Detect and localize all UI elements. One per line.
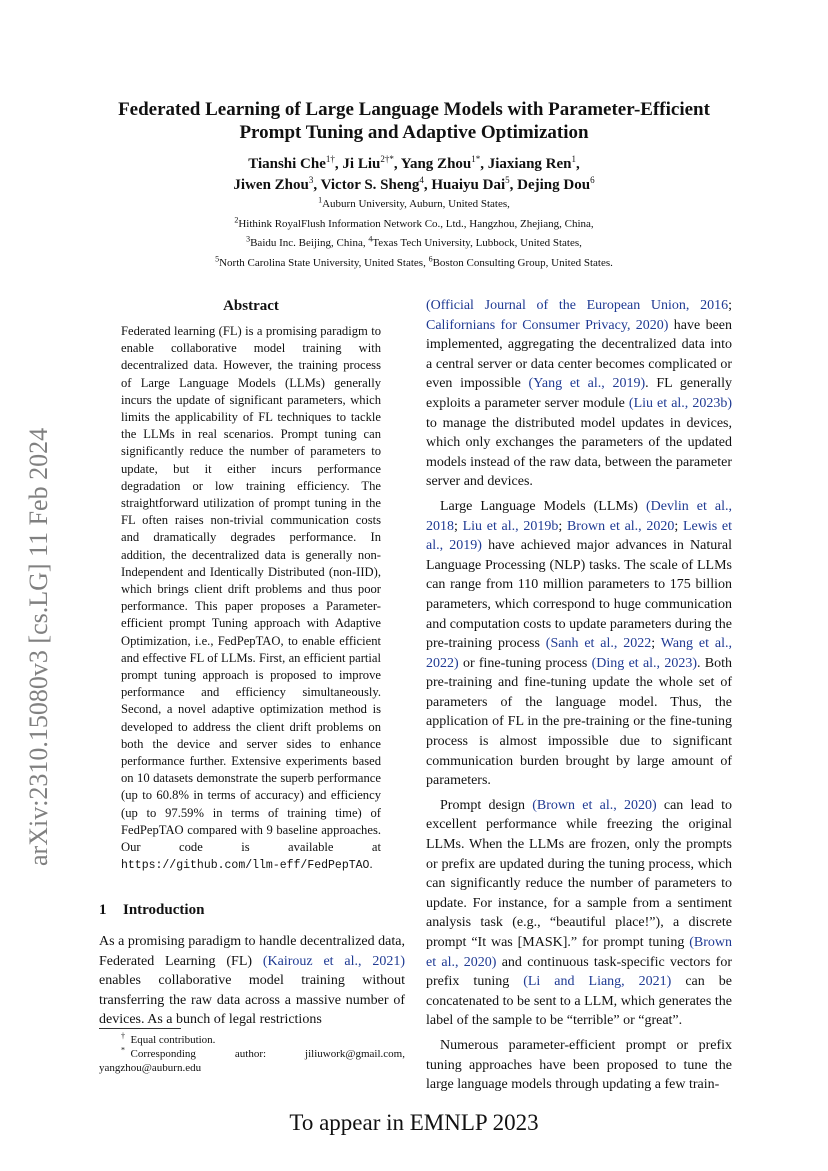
- citation-link[interactable]: Liu et al., 2019b: [462, 518, 559, 534]
- title-line-2: Prompt Tuning and Adaptive Optimization: [239, 122, 589, 143]
- affiliation-text: Baidu Inc. Beijing, China,: [250, 237, 369, 249]
- affiliation-mark: 1: [318, 195, 323, 205]
- author-name: Huaiyu Dai: [431, 177, 506, 193]
- section-title: Introduction: [123, 902, 205, 918]
- author-name: Tianshi Che: [248, 156, 326, 172]
- author-mark: 6: [590, 175, 595, 185]
- author-name: Victor S. Sheng: [320, 177, 420, 193]
- right-column: [426, 296, 732, 1100]
- author-mark: 3: [308, 175, 314, 185]
- footnote-text: author:: [234, 1048, 267, 1060]
- paragraph: [426, 296, 732, 492]
- affiliation-text: North Carolina State University, United States,: [219, 256, 429, 269]
- citation-link[interactable]: (Sanh et al., 2022: [545, 636, 652, 652]
- abstract-body: [121, 323, 381, 875]
- citation-link[interactable]: (Kairouz et al., 2021): [262, 953, 406, 969]
- affiliation-line: [70, 254, 758, 274]
- body-text: . FL generally exploits a parameter server module: [426, 376, 732, 411]
- body-text: ;: [454, 518, 463, 534]
- affiliation-text: Auburn University, Auburn, United States,: [322, 198, 510, 210]
- author-mark: 4: [419, 175, 424, 185]
- author-name: Jiwen Zhou: [233, 177, 309, 193]
- section-number: 1: [99, 902, 107, 918]
- venue-footer: To appear in EMNLP 2023: [289, 1110, 539, 1135]
- body-text: Prompt design: [440, 797, 533, 813]
- affiliation-mark: 2: [234, 214, 239, 224]
- body-text: to manage the distributed model updates in devices, which only exchanges the parameters of the updated models instead of the raw data, between the parameter server and devices.: [426, 415, 732, 490]
- author-mark: 2†*: [380, 154, 394, 164]
- author-name: Jiaxiang Ren: [487, 156, 572, 172]
- citation-link[interactable]: (Devlin et al., 2018: [426, 498, 732, 534]
- footnote-mark: †: [121, 1031, 125, 1041]
- footnote-equal-contribution: [99, 1033, 405, 1047]
- body-text: have been implemented, aggregating the decentralized data into a central server or data center becomes complicated or even impossible: [426, 317, 733, 392]
- abstract-end: .: [369, 857, 373, 872]
- affiliation-line: [70, 234, 758, 254]
- body-text: . Both pre-training and fine-tuning update the whole set of parameters of the language model. Thus, the application of FL in the pre-training or the fine-tuning process is almost impossible due to significant communication burden brought by large amount of parameters.: [426, 655, 733, 789]
- footnote-corresponding: [99, 1047, 405, 1061]
- citation-link[interactable]: Wang et al., 2022): [426, 636, 732, 671]
- paragraph: [426, 796, 732, 1031]
- affiliation-line: [70, 195, 758, 215]
- citation-link[interactable]: Californians for Consumer Privacy, 2020): [426, 317, 669, 333]
- section-heading-introduction: [99, 900, 405, 920]
- body-text: ;: [674, 518, 683, 534]
- author-mark: 1: [571, 154, 577, 164]
- email-link[interactable]: yangzhou@auburn.edu: [99, 1062, 202, 1074]
- affiliation-line: [70, 215, 758, 235]
- author-name: Dejing Dou: [517, 177, 591, 193]
- footnote-divider: [99, 1028, 181, 1029]
- code-link[interactable]: https://github.com/llm-eff/FedPepTAO: [121, 859, 370, 873]
- affiliation-text: Texas Tech University, Lubbock, United States,: [372, 237, 582, 249]
- affiliation-mark: 4: [368, 234, 373, 244]
- body-text: Large Language Models (LLMs): [440, 498, 646, 514]
- author-mark: 1†: [325, 154, 335, 164]
- affiliation-mark: 5: [215, 253, 220, 263]
- footnote-mark: *: [121, 1045, 125, 1055]
- intro-paragraph: [99, 932, 405, 1030]
- footnote-text: Equal contribution.: [130, 1034, 216, 1046]
- affiliation-text: Hithink RoyalFlush Information Network Co., Ltd., Hangzhou, Zhejiang, China,: [238, 217, 594, 230]
- citation-link[interactable]: Brown et al., 2020: [566, 518, 675, 534]
- body-text: or fine-tuning process: [458, 655, 592, 671]
- body-text: ;: [651, 636, 661, 652]
- affiliation-mark: 3: [246, 234, 251, 244]
- paragraph: [426, 497, 732, 791]
- citation-link[interactable]: (Ding et al., 2023): [591, 655, 697, 671]
- paragraph: [426, 1036, 732, 1095]
- body-text: Numerous parameter-efficient prompt or prefix tuning approaches have been proposed to tune the large language models through updating a few train-: [426, 1037, 732, 1093]
- abstract-heading: Abstract: [223, 298, 279, 314]
- footnotes: [99, 1033, 405, 1075]
- body-text: can lead to excellent performance while freezing the original LLMs. When the LLMs are frozen, only the prompts or prefix are updated during the tuning process, which can significantly reduce the number of parameters to update. For instance, for a sample from a sentiment analysis task (e.g., “beautiful place!”), a discrete prompt “It was [MASK].” for prompt tuning: [426, 797, 732, 950]
- author-mark: 1*: [471, 154, 481, 164]
- citation-link[interactable]: (Brown et al., 2020): [426, 935, 732, 970]
- author-name: Ji Liu: [342, 156, 381, 172]
- email-link[interactable]: jiliuwork@gmail.com,: [305, 1048, 405, 1060]
- author-line-1: Tianshi Che$^{1\dagger}$, Ji Liu$^{2\dagger*}$, Yang Zhou$^{1*}$, Jiaxiang Ren$^1$,: [248, 154, 580, 172]
- body-text: ;: [558, 518, 567, 534]
- author-mark: 5: [505, 175, 510, 185]
- author-list: [70, 154, 758, 196]
- author-line-2: Jiwen Zhou$^3$, Victor S. Sheng$^4$, Huaiyu Dai$^5$, Dejing Dou$^6$: [233, 175, 595, 193]
- abstract-text: Federated learning (FL) is a promising paradigm to enable collaborative model training with decentralized data. However, the training process of Large Language Models (LLMs) generally incurs the update of significant parameters, which limits the applicability of FL techniques to tackle the LLMs in real scenarios. Prompt tuning can significantly reduce the number of parameters to update, but it either incurs performance degradation or low training efficiency. The straightforward utilization of prompt tuning in the FL often raises non-trivial communication costs and dramatically degrades performance. In addition, the decentralized data is generally non-Independent and Identically Distributed (non-IID), which brings client drift problems and thus poor performance. This paper proposes a Parameter-efficient prompt Tuning approach with Adaptive Optimization, i.e., FedPepTAO, to enable efficient and effective FL of LLMs. First, an efficient partial prompt tuning approach is proposed to improve performance and efficiency simultaneously. Second, a novel adaptive optimization method is developed to address the client drift problems on both the device and server sides to enhance performance further. Extensive experiments based on 10 datasets demonstrate the superb performance (up to 60.8% in terms of accuracy) and efficiency (up to 97.59% in terms of training time) of FedPepTAO compared with 9 baseline approaches. Our code is available at: [121, 324, 381, 855]
- affiliation-list: [70, 195, 758, 273]
- citation-link[interactable]: (Li and Liang, 2021): [523, 974, 672, 990]
- body-text: can be concatenated to be sent to a LLM, which generates the label of the sample to be “terrible” or “great”.: [426, 974, 732, 1029]
- paper-title: [70, 98, 758, 144]
- intro-text: enables collaborative model training without transferring the raw data across a massive number of devices. As a bunch of legal restrictions: [99, 973, 405, 1028]
- citation-link[interactable]: (Official Journal of the European Union, 2016: [426, 298, 729, 313]
- intro-text: As a promising paradigm to handle decentralized data, Federated Learning (FL): [99, 934, 405, 969]
- affiliation-text: Boston Consulting Group, United States.: [432, 256, 613, 269]
- body-text: and continuous task-specific vectors for prefix tuning: [426, 954, 732, 990]
- affiliation-mark: 6: [428, 253, 433, 263]
- citation-link[interactable]: (Yang et al., 2019): [528, 376, 646, 392]
- body-text: ;: [728, 298, 732, 313]
- arxiv-identifier: arXiv:2310.15080v3 [cs.LG] 11 Feb 2024: [24, 427, 53, 866]
- citation-link[interactable]: (Liu et al., 2023b): [628, 395, 732, 411]
- citation-link[interactable]: Lewis et al., 2019): [426, 518, 733, 554]
- body-text: have achieved major advances in Natural Language Processing (NLP) tasks. The scale of LLMs can range from 110 million parameters to 175 billion parameters, which correspond to huge communication and computation costs to update parameters during the pre-training process: [426, 538, 732, 652]
- title-line-1: Federated Learning of Large Language Models with Parameter-Efficient: [118, 99, 710, 120]
- footnote-text: Corresponding: [130, 1048, 196, 1060]
- author-name: Yang Zhou: [400, 156, 472, 172]
- citation-link[interactable]: (Brown et al., 2020): [532, 797, 657, 813]
